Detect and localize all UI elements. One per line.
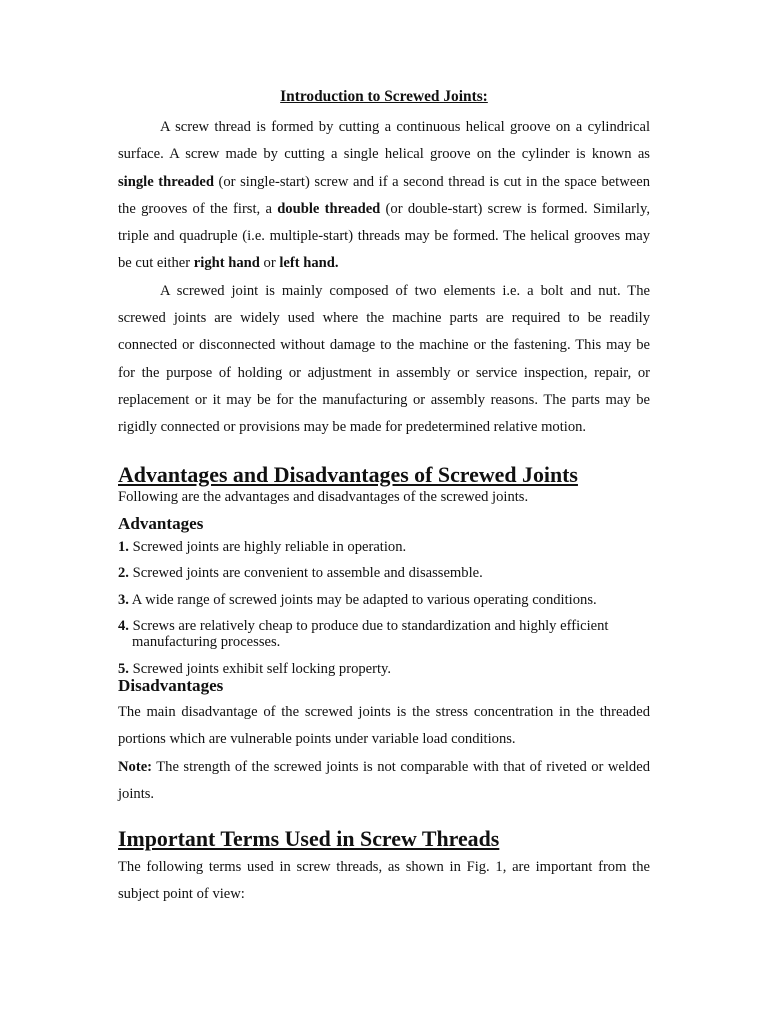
intro-paragraph-1 bbox=[118, 114, 650, 278]
intro-text-1: A screw thread is formed by cutting a continuous helical groove on a cylindrical surface. A screw made by cutting a single helical groove on the cylinder is known as bbox=[118, 119, 650, 163]
disadvantages-paragraph: The main disadvantage of the screwed joints is the stress concentration in the threaded portions which are vulnerable points under variable load conditions. bbox=[118, 703, 650, 748]
advantages-disadvantages-heading: Advantages and Disadvantages of Screwed Joints bbox=[118, 461, 578, 487]
list-item: 1. Screwed joints are highly reliable in operation. bbox=[118, 538, 407, 555]
term-double-threaded: double threaded bbox=[277, 200, 381, 217]
disadvantages-label: Disadvantages bbox=[118, 675, 224, 695]
note-paragraph bbox=[118, 754, 650, 809]
intro-paragraph-2: A screwed joint is mainly composed of two elements i.e. a bolt and nut. The screwed joints are widely used where the machine parts are required to be readily connected or disconnected without damage to the machine or the fastening. This may be for the purpose of holding or adjustment in assembly or service inspection, repair, or replacement or it may be for the manufacturing or assembly reasons. The parts may be rigidly connected or provisions may be made for predetermined relative motion. bbox=[118, 282, 650, 436]
screw-terms-paragraph: The following terms used in screw threads, as shown in Fig. 1, are important from the subject point of view: bbox=[118, 859, 650, 903]
term-right-hand: right hand bbox=[193, 255, 260, 272]
intro-text-2: (or single-start) screw and if a second thread is cut in the space between the grooves of the first, a bbox=[118, 173, 650, 217]
screw-terms-heading: Important Terms Used in Screw Threads bbox=[118, 826, 500, 852]
list-item: 5. Screwed joints exhibit self locking property. bbox=[118, 660, 392, 677]
intro-text-3: (or double-start) screw is formed. Similarly, triple and quadruple (i.e. multiple-start) threads may be formed. The helical grooves may be cut either bbox=[118, 200, 650, 272]
advantages-lead-text: Following are the advantages and disadvantages of the screwed joints. bbox=[118, 488, 529, 505]
list-item: 2. Screwed joints are convenient to assemble and disassemble. bbox=[118, 565, 483, 582]
document-page bbox=[118, 86, 650, 909]
term-left-hand: left hand. bbox=[279, 255, 339, 272]
advantages-list bbox=[118, 539, 650, 677]
page-title: Introduction to Screwed Joints: bbox=[280, 88, 488, 105]
note-text: The strength of the screwed joints is not comparable with that of riveted or welded joints. bbox=[118, 758, 650, 802]
term-single-threaded: single threaded bbox=[118, 173, 214, 190]
intro-text-4: or bbox=[259, 255, 280, 272]
list-item: 4. Screws are relatively cheap to produce due to standardization and highly efficient manufacturing processes. bbox=[118, 618, 609, 651]
list-item: 3. A wide range of screwed joints may be adapted to various operating conditions. bbox=[118, 591, 597, 608]
note-label: Note: bbox=[118, 758, 153, 775]
advantages-label: Advantages bbox=[118, 513, 204, 533]
